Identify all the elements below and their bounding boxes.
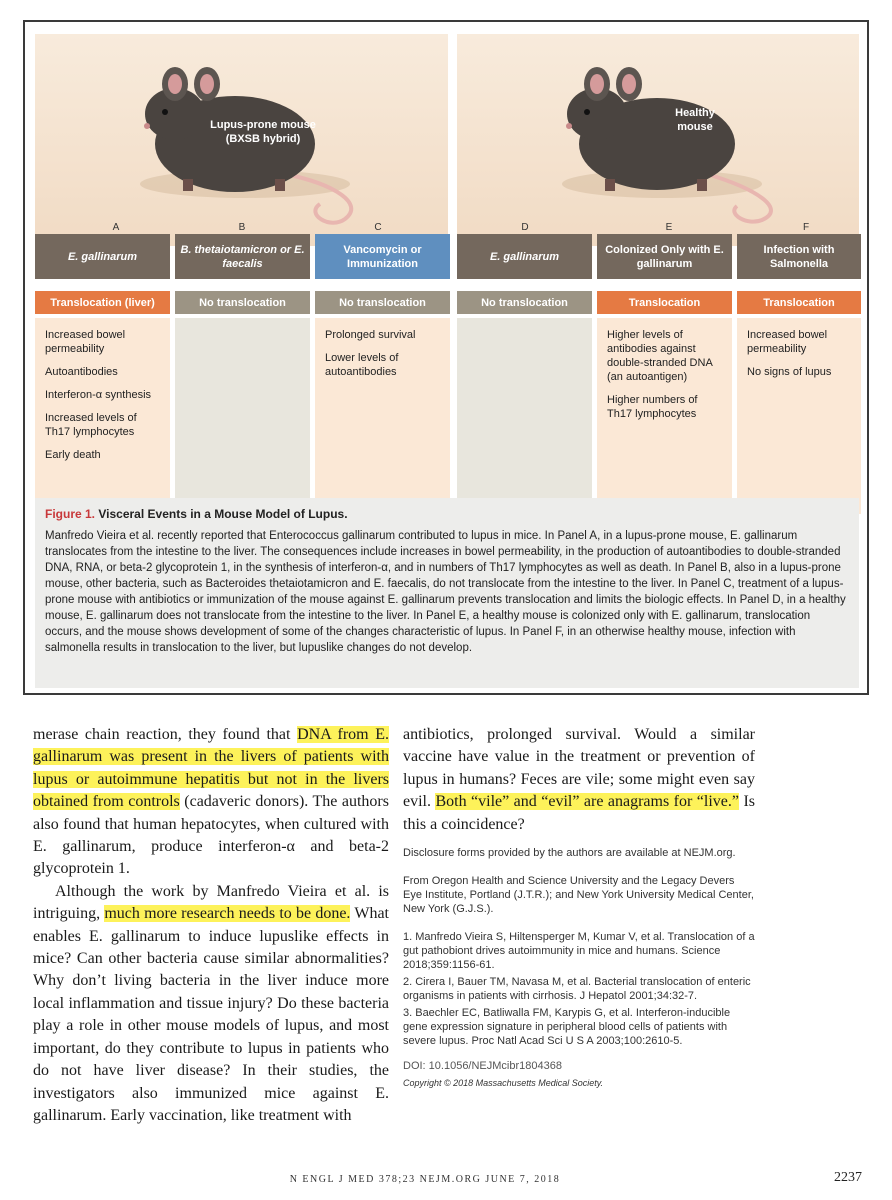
figure-caption	[35, 498, 859, 688]
page-number: 2237	[834, 1170, 862, 1185]
panel-letter: C	[374, 222, 382, 233]
panel-head: E. gallinarum	[457, 234, 592, 279]
effect-item: No signs of lupus	[747, 366, 832, 378]
panel-head: B. thetaiotamicron or E. faecalis	[175, 234, 310, 279]
reference-item: 1. Manfredo Vieira S, Hiltensperger M, Kumar V, et al. Translocation of a gut pathobiont drives autoimmunity in mice and humans. Science 2018;359:1156-61.	[403, 931, 755, 972]
journal-citation: N ENGL J MED 378;23 NEJM.ORG JUNE 7, 2018	[289, 1174, 561, 1185]
paragraph: merase chain reaction, they found that DNA from E. gallinarum was present in the livers of patients with lupus or autoimmune hepatitis but not in the livers obtained from controls (cadaveric donors). The authors also found that human hepatocytes, when cultured with E. gallinarum, produce interferon-α and beta-2 glycoprotein 1.	[33, 726, 389, 878]
disclosure: Disclosure forms provided by the authors are available at NEJM.org.	[403, 847, 736, 860]
panel-letter: F	[802, 222, 810, 233]
healthy-mouse-label: Healthy mouse	[675, 107, 715, 133]
caption-text: Manfredo Vieira et al. recently reported that Enterococcus gallinarum contributed to lupus in mice. In Panel A, in a lupus-prone mouse, E. gallinarum translocates from the intestine to the liver. The consequences include increases in bowel permeability, in the production of autoantibodies to double-stranded DNA, RNA, or beta-2 glycoprotein 1, in the synthesis of interferon-α, and in numbers of Th17 lymphocytes as well as death. In Panel B, also in a lupus-prone mouse, other bacteria, such as Bacteroides thetaiotamicron and E. faecalis, do not translocate from the intestine to the liver. In Panel C, treatment of a lupus-prone mouse with antibiotics or immunization of the mouse against E. gallinarum prevents translocation and limits the biologic effects. In Panel D, in a healthy mouse, E. gallinarum does not translocate from the intestine to the liver. In Panel E, a healthy mouse is colonized only with E. gallinarum, translocation occurs, and the mouse shows development of some of the changes characteristic of lupus. In Panel F, in an otherwise healthy mouse, infection with salmonella results in translocation to the liver, but lupuslike changes do not develop.	[45, 530, 846, 654]
copyright: Copyright © 2018 Massachusetts Medical Society.	[403, 1078, 604, 1089]
effect-item: Increased levels of Th17 lymphocytes	[45, 412, 137, 438]
status-badge: Translocation (liver)	[35, 291, 170, 314]
panel-body	[315, 318, 450, 514]
status-badge: No translocation	[457, 291, 592, 314]
lupus-mouse-label: Lupus-prone mouse (BXSB hybrid)	[210, 119, 316, 145]
panel-body	[175, 318, 310, 514]
article-right-column	[403, 724, 755, 1088]
highlight: DNA from E. gallinarum was present in the livers of patients with lupus or autoimmune hepatitis but not in the livers obtained from controls	[33, 726, 389, 811]
panel-body	[457, 318, 592, 514]
panel-body	[737, 318, 861, 514]
doi-link[interactable]: DOI: 10.1056/NEJMcibr1804368	[403, 1060, 562, 1073]
effect-item: Prolonged survival	[325, 329, 416, 341]
panel-letter: A	[112, 222, 120, 233]
article-left-column	[33, 724, 389, 1127]
figure-1	[23, 20, 869, 695]
panel-letter: B	[238, 222, 246, 233]
page-footer	[0, 1170, 892, 1190]
caption-title: Figure 1. Visceral Events in a Mouse Model of Lupus.	[45, 507, 348, 521]
panel-head: Colonized Only with E. gallinarum	[597, 234, 732, 279]
mouse-icon	[457, 34, 859, 246]
paragraph: antibiotics, prolonged survival. Would a similar vaccine have value in the treatment or prevention of lupus in humans? Feces are vile; some might even say evil. Both “vile” and “evil” are anagrams for “live.” Is this a coincidence?	[403, 726, 755, 833]
effect-item: Autoantibodies	[45, 366, 118, 378]
effect-item: Lower levels of autoantibodies	[325, 352, 399, 378]
status-badge: Translocation	[737, 291, 861, 314]
lupus-prone-mouse-illustration	[35, 34, 448, 246]
panel-body	[597, 318, 732, 514]
paragraph: Although the work by Manfredo Vieira et al. is intriguing, much more research needs to be done. What enables E. gallinarum to induce lupuslike effects in mice? Can other bacteria cause similar abnormalities? Why don’t living bacteria in the liver induce more local inflammation and tissue injury? Do these bacteria play a role in other mouse models of lupus, and most important, do they contribute to lupus in patients who do not have liver disease? In their studies, the investigators also immunized mice against E. gallinarum. Early vaccination, like treatment with	[33, 882, 389, 1124]
healthy-mouse-illustration	[457, 34, 859, 246]
panel-head: Vancomycin or Immunization	[315, 234, 450, 279]
highlight: much more research needs to be done.	[104, 905, 351, 923]
reference-item: 3. Baechler EC, Batliwalla FM, Karypis G, et al. Interferon-inducible gene expression signature in peripheral blood cells of patients with severe lupus. Proc Natl Acad Sci U S A 2003;100:2610-5.	[403, 1007, 731, 1048]
status-badge: No translocation	[315, 291, 450, 314]
status-badge: No translocation	[175, 291, 310, 314]
panel-head: E. gallinarum	[35, 234, 170, 279]
highlight: Both “vile” and “evil” are anagrams for “live.”	[435, 793, 739, 811]
panel-letter: D	[521, 222, 529, 233]
effect-item: Higher levels of antibodies against double-stranded DNA (an autoantigen)	[607, 329, 713, 383]
effect-item: Higher numbers of Th17 lymphocytes	[607, 394, 698, 420]
status-badge: Translocation	[597, 291, 732, 314]
effect-item: Increased bowel permeability	[45, 329, 126, 355]
effect-item: Early death	[45, 449, 101, 461]
panel-letter: E	[665, 222, 673, 233]
affiliation: From Oregon Health and Science University and the Legacy Devers Eye Institute, Portland (J.T.R.); and New York University Medical Center, New York (G.J.S.).	[403, 875, 754, 916]
references	[403, 930, 755, 1048]
effect-item: Increased bowel permeability	[747, 329, 828, 355]
panel-body	[35, 318, 170, 514]
effect-item: Interferon-α synthesis	[45, 389, 152, 401]
reference-item: 2. Cirera I, Bauer TM, Navasa M, et al. Bacterial translocation of enteric organisms in patients with cirrhosis. J Hepatol 2001;34:32-7.	[403, 976, 751, 1003]
panel-head: Infection with Salmonella	[737, 234, 861, 279]
